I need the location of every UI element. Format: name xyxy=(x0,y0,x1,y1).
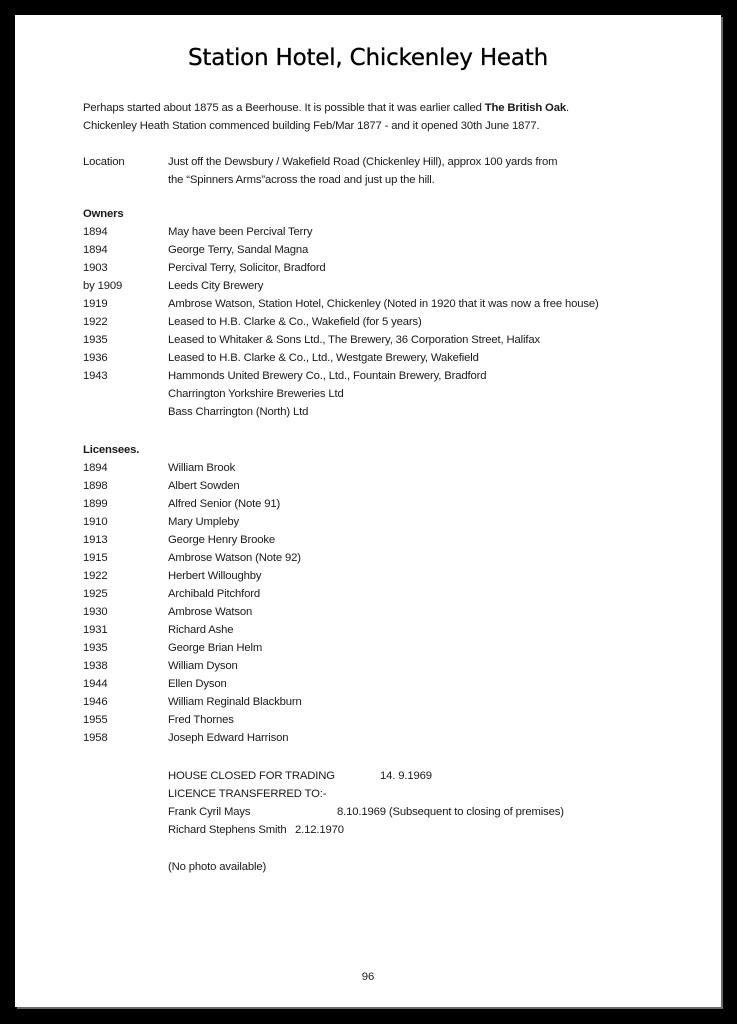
transfer-name: Richard Stephens Smith xyxy=(168,824,287,836)
licensee-name: William Reginald Blackburn xyxy=(168,696,302,708)
licensee-name: William Brook xyxy=(168,462,236,474)
owner-year: 1919 xyxy=(83,298,108,310)
licensee-name: Alfred Senior (Note 91) xyxy=(168,498,281,510)
transfer-name: Frank Cyril Mays xyxy=(168,806,251,818)
licensee-name: Ambrose Watson xyxy=(168,606,253,618)
licensee-row xyxy=(83,675,703,693)
licensee-row xyxy=(83,459,703,477)
owner-year: 1922 xyxy=(83,316,108,328)
owner-row xyxy=(83,241,703,259)
licensee-row xyxy=(83,531,703,549)
intro-line-1 xyxy=(83,99,569,117)
licensee-year: 1930 xyxy=(83,606,108,618)
licensee-row xyxy=(83,711,703,729)
location-line-1: Just off the Dewsbury / Wakefield Road (Chickenley Hill), approx 100 yards from xyxy=(168,156,558,168)
owner-row xyxy=(83,295,703,313)
licensee-year: 1894 xyxy=(83,462,108,474)
licensee-row xyxy=(83,567,703,585)
page-number: 96 xyxy=(361,971,375,983)
owner-year: 1903 xyxy=(83,262,108,274)
intro-line-1-text: Perhaps started about 1875 as a Beerhouse. It is possible that it was earlier called xyxy=(83,102,485,114)
licensee-year: 1935 xyxy=(83,642,108,654)
licensee-year: 1955 xyxy=(83,714,108,726)
owner-year: 1935 xyxy=(83,334,108,346)
owner-year: 1943 xyxy=(83,370,108,382)
owner-year: 1894 xyxy=(83,244,108,256)
owners-heading-text: Owners xyxy=(83,208,124,220)
transferred-label: LICENCE TRANSFERRED TO:- xyxy=(168,788,327,800)
transfer-heading-row xyxy=(168,785,326,803)
licensee-row xyxy=(83,621,703,639)
licensee-name: Ambrose Watson (Note 92) xyxy=(168,552,301,564)
owner-row xyxy=(83,259,703,277)
owner-row xyxy=(83,223,703,241)
licensee-name: Joseph Edward Harrison xyxy=(168,732,289,744)
owner-year: by 1909 xyxy=(83,280,123,292)
photo-note-row xyxy=(168,858,266,876)
intro-line-2: Chickenley Heath Station commenced building Feb/Mar 1877 - and it opened 30th June 1877. xyxy=(83,120,540,132)
licensee-row xyxy=(83,729,703,747)
licensee-row xyxy=(83,549,703,567)
location-line-2: the “Spinners Arms”across the road and just up the hill. xyxy=(168,174,435,186)
licensee-row xyxy=(83,693,703,711)
transfer-detail: 8.10.1969 (Subsequent to closing of premises) xyxy=(337,806,564,818)
owner-text: Percival Terry, Solicitor, Bradford xyxy=(168,262,326,274)
owner-text: Leased to H.B. Clarke & Co., Wakefield (for 5 years) xyxy=(168,316,422,328)
licensee-year: 1899 xyxy=(83,498,108,510)
licensee-name: Albert Sowden xyxy=(168,480,240,492)
licensee-year: 1910 xyxy=(83,516,108,528)
licensees-heading-text: Licensees. xyxy=(83,444,140,456)
transfer-row xyxy=(168,821,344,839)
licensee-name: Herbert Willoughby xyxy=(168,570,262,582)
owner-row xyxy=(83,331,703,349)
licensee-year: 1925 xyxy=(83,588,108,600)
owner-text: George Terry, Sandal Magna xyxy=(168,244,309,256)
photo-note: (No photo available) xyxy=(168,861,267,873)
licensee-year: 1958 xyxy=(83,732,108,744)
owner-text: Hammonds United Brewery Co., Ltd., Fountain Brewery, Bradford xyxy=(168,370,487,382)
licensee-year: 1931 xyxy=(83,624,108,636)
licensee-name: William Dyson xyxy=(168,660,238,672)
licensee-name: Ellen Dyson xyxy=(168,678,227,690)
licensee-row xyxy=(83,603,703,621)
owner-year: 1894 xyxy=(83,226,108,238)
document-page xyxy=(15,15,721,1007)
owner-text: May have been Percival Terry xyxy=(168,226,313,238)
transfer-date: 2.12.1970 xyxy=(295,824,344,836)
closed-date: 14. 9.1969 xyxy=(380,770,432,782)
owner-row xyxy=(83,349,703,367)
transfer-row xyxy=(168,803,564,821)
owner-text: Leased to H.B. Clarke & Co., Ltd., Westgate Brewery, Wakefield xyxy=(168,352,479,364)
licensee-name: George Brian Helm xyxy=(168,642,263,654)
licensees-heading xyxy=(83,441,703,459)
owners-heading xyxy=(83,205,703,223)
licensee-name: George Henry Brooke xyxy=(168,534,276,546)
licensee-name: Richard Ashe xyxy=(168,624,234,636)
licensee-row xyxy=(83,639,703,657)
licensee-row xyxy=(83,585,703,603)
location-label: Location xyxy=(83,156,125,168)
licensee-name: Mary Umpleby xyxy=(168,516,240,528)
location-row-2 xyxy=(83,171,703,189)
licensee-year: 1922 xyxy=(83,570,108,582)
licensee-year: 1898 xyxy=(83,480,108,492)
owner-row xyxy=(83,277,703,295)
location-row xyxy=(83,153,703,171)
page-title: Station Hotel, Chickenley Heath xyxy=(188,45,548,71)
licensee-year: 1915 xyxy=(83,552,108,564)
owner-text: Bass Charrington (North) Ltd xyxy=(168,406,309,418)
owner-text: Charrington Yorkshire Breweries Ltd xyxy=(168,388,344,400)
licensee-row xyxy=(83,477,703,495)
licensee-year: 1946 xyxy=(83,696,108,708)
closed-label: HOUSE CLOSED FOR TRADING xyxy=(168,770,335,782)
owner-row xyxy=(83,367,703,385)
licensee-year: 1944 xyxy=(83,678,108,690)
owner-text: Leased to Whitaker & Sons Ltd., The Brewery, 36 Corporation Street, Halifax xyxy=(168,334,540,346)
owner-row xyxy=(83,385,703,403)
licensee-row xyxy=(83,495,703,513)
owner-row xyxy=(83,403,703,421)
owner-year: 1936 xyxy=(83,352,108,364)
closure-row xyxy=(168,767,432,785)
owner-text: Leeds City Brewery xyxy=(168,280,264,292)
licensee-name: Fred Thornes xyxy=(168,714,234,726)
intro-line-1-suffix: . xyxy=(565,102,569,114)
former-name-bold: The British Oak xyxy=(484,102,566,114)
licensee-name: Archibald Pitchford xyxy=(168,588,260,600)
owner-text: Ambrose Watson, Station Hotel, Chickenley (Noted in 1920 that it was now a free house) xyxy=(168,298,599,310)
licensee-row xyxy=(83,513,703,531)
licensee-row xyxy=(83,657,703,675)
licensee-year: 1913 xyxy=(83,534,108,546)
licensee-year: 1938 xyxy=(83,660,108,672)
owner-row xyxy=(83,313,703,331)
